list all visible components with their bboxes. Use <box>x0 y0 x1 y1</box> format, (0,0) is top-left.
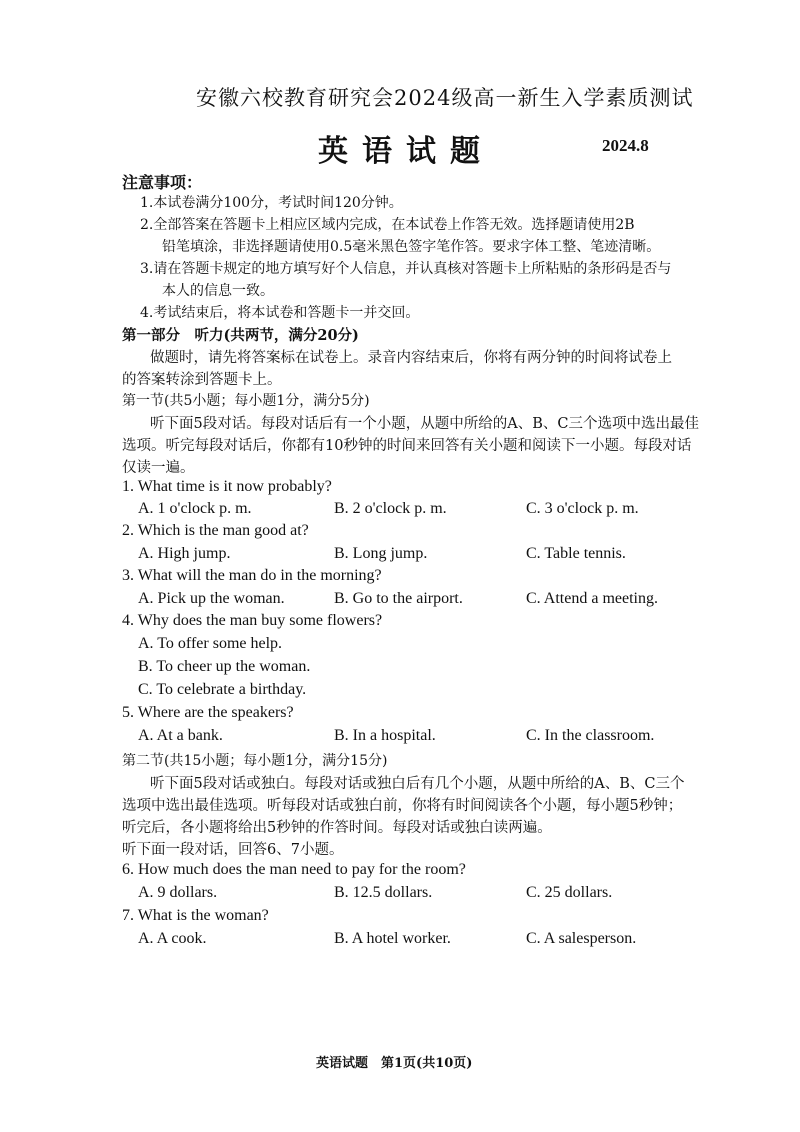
section1-intro-line2: 选项。听完每段对话后，你都有10秒钟的时间来回答有关小题和阅读下一小题。每段对话 <box>122 438 692 454</box>
question-2: 2. Which is the man good at? <box>122 522 309 539</box>
notice-item-2-cont: 铅笔填涂，非选择题请使用0.5毫米黑色签字笔作答。要求字体工整、笔迹清晰。 <box>162 239 661 255</box>
q1-option-c: C. 3 o'clock p. m. <box>526 500 639 517</box>
q2-option-b: B. Long jump. <box>334 545 428 562</box>
section1-intro-line3: 仅读一遍。 <box>122 460 195 476</box>
section2-intro-line4: 听下面一段对话，回答6、7小题。 <box>122 842 344 858</box>
q4-option-c: C. To celebrate a birthday. <box>138 681 307 698</box>
q5-option-b: B. In a hospital. <box>334 727 436 744</box>
part1-intro-line2: 的答案转涂到答题卡上。 <box>122 372 282 388</box>
q6-option-c: C. 25 dollars. <box>526 884 613 901</box>
q7-option-b: B. A hotel worker. <box>334 930 451 947</box>
q2-option-a: A. High jump. <box>138 545 231 562</box>
notice-title: 注意事项： <box>122 173 203 192</box>
section1-title: 第一节(共5小题；每小题1分，满分5分) <box>122 393 370 409</box>
exam-header: 安徽六校教育研究会2024级高一新生入学素质测试 <box>196 86 694 110</box>
notice-item-3-cont: 本人的信息一致。 <box>162 283 274 299</box>
q1-option-b: B. 2 o'clock p. m. <box>334 500 447 517</box>
section1-intro-line1: 听下面5段对话。每段对话后有一个小题，从题中所给的A、B、C三个选项中选出最佳 <box>150 416 699 432</box>
q3-option-a: A. Pick up the woman. <box>138 590 285 607</box>
page-footer: 英语试题 第1页(共10页) <box>316 1056 473 1071</box>
question-1: 1. What time is it now probably? <box>122 478 332 495</box>
q5-option-a: A. At a bank. <box>138 727 223 744</box>
question-7: 7. What is the woman? <box>122 907 269 924</box>
q6-option-a: A. 9 dollars. <box>138 884 218 901</box>
section2-intro-line2: 选项中选出最佳选项。听每段对话或独白前，你将有时间阅读各个小题，每小题5秒钟； <box>122 798 683 814</box>
question-4: 4. Why does the man buy some flowers? <box>122 612 383 629</box>
exam-date: 2024.8 <box>602 136 649 155</box>
notice-item-4: 4.考试结束后，将本试卷和答题卡一并交回。 <box>140 305 420 321</box>
section2-intro-line1: 听下面5段对话或独白。每段对话或独白后有几个小题，从题中所给的A、B、C三个 <box>150 776 685 792</box>
part1-title: 第一部分 听力(共两节，满分20分) <box>122 327 359 344</box>
section2-title: 第二节(共15小题；每小题1分，满分15分) <box>122 753 388 769</box>
q6-option-b: B. 12.5 dollars. <box>334 884 433 901</box>
q3-option-b: B. Go to the airport. <box>334 590 463 607</box>
notice-item-1: 1.本试卷满分100分，考试时间120分钟。 <box>140 195 403 211</box>
question-6: 6. How much does the man need to pay for the room? <box>122 861 466 878</box>
q7-option-a: A. A cook. <box>138 930 207 947</box>
q5-option-c: C. In the classroom. <box>526 727 655 744</box>
notice-item-3: 3.请在答题卡规定的地方填写好个人信息，并认真核对答题卡上所粘贴的条形码是否与 <box>140 261 672 277</box>
question-5: 5. Where are the speakers? <box>122 704 294 721</box>
notice-item-2: 2.全部答案在答题卡上相应区域内完成，在本试卷上作答无效。选择题请使用2B <box>140 217 635 233</box>
q3-option-c: C. Attend a meeting. <box>526 590 658 607</box>
q7-option-c: C. A salesperson. <box>526 930 637 947</box>
q4-option-b: B. To cheer up the woman. <box>138 658 311 675</box>
q2-option-c: C. Table tennis. <box>526 545 626 562</box>
section2-intro-line3: 听完后，各小题将给出5秒钟的作答时间。每段对话或独白读两遍。 <box>122 820 552 836</box>
q4-option-a: A. To offer some help. <box>138 635 283 652</box>
q1-option-a: A. 1 o'clock p. m. <box>138 500 252 517</box>
question-3: 3. What will the man do in the morning? <box>122 567 382 584</box>
part1-intro-line1: 做题时，请先将答案标在试卷上。录音内容结束后，你将有两分钟的时间将试卷上 <box>150 350 672 366</box>
exam-title: 英语试题 <box>318 134 494 169</box>
